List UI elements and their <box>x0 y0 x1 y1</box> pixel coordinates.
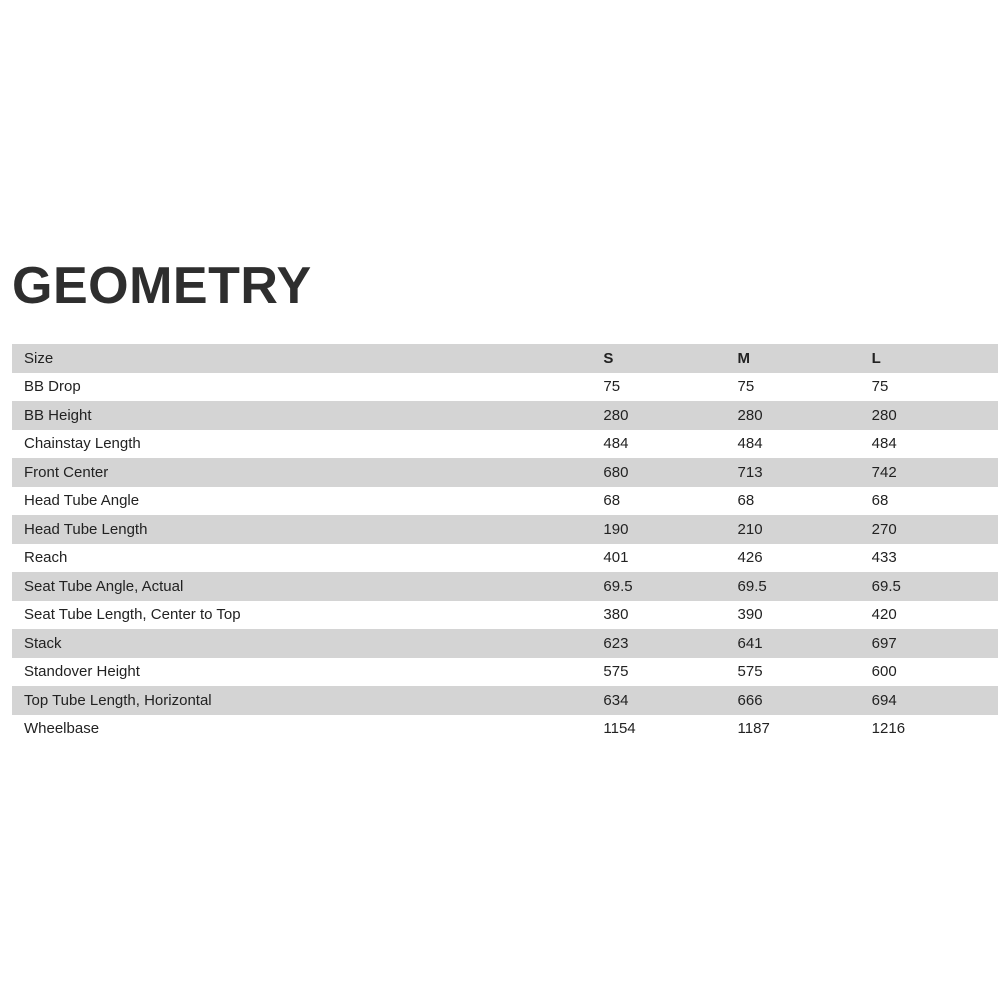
row-label: Stack <box>24 634 62 652</box>
cell-m: 666 <box>737 691 763 709</box>
cell-m: 426 <box>737 549 763 567</box>
cell-m: 75 <box>737 378 755 396</box>
cell-l: 270 <box>871 520 897 538</box>
cell-l: 433 <box>871 549 897 567</box>
cell-s: 68 <box>603 492 621 510</box>
row-label: Wheelbase <box>24 720 100 738</box>
table-row <box>12 544 998 573</box>
cell-l: 69.5 <box>871 577 901 595</box>
cell-m: 390 <box>737 606 763 624</box>
cell-s: 623 <box>603 634 629 652</box>
cell-l: 742 <box>871 463 897 481</box>
row-label: Reach <box>24 549 68 567</box>
cell-m: 280 <box>737 406 763 424</box>
cell-s: 575 <box>603 663 629 681</box>
cell-s: 75 <box>603 378 621 396</box>
table-row <box>12 487 998 516</box>
table-row <box>12 401 998 430</box>
page-title: GEOMETRY <box>12 257 312 315</box>
cell-s: 401 <box>603 549 629 567</box>
header-s: S <box>603 349 614 367</box>
cell-s: 484 <box>603 435 629 453</box>
table-body <box>12 373 998 744</box>
row-label: Top Tube Length, Horizontal <box>24 691 212 709</box>
table-row <box>12 430 998 459</box>
row-label: Chainstay Length <box>24 435 141 453</box>
cell-m: 575 <box>737 663 763 681</box>
cell-s: 1154 <box>603 720 636 738</box>
table-row <box>12 601 998 630</box>
cell-m: 641 <box>737 634 763 652</box>
cell-s: 634 <box>603 691 629 709</box>
table-row <box>12 715 998 744</box>
cell-l: 420 <box>871 606 897 624</box>
table-row <box>12 373 998 402</box>
cell-s: 380 <box>603 606 629 624</box>
row-label: BB Drop <box>24 378 81 396</box>
cell-m: 210 <box>737 520 763 538</box>
row-label: Head Tube Angle <box>24 492 140 510</box>
table-row <box>12 629 998 658</box>
table-header-row <box>12 344 998 373</box>
cell-l: 68 <box>871 492 889 510</box>
cell-l: 75 <box>871 378 889 396</box>
table-row <box>12 572 998 601</box>
cell-s: 69.5 <box>603 577 633 595</box>
cell-l: 280 <box>871 406 897 424</box>
table-row <box>12 458 998 487</box>
row-label: Front Center <box>24 463 109 481</box>
cell-s: 190 <box>603 520 629 538</box>
cell-m: 713 <box>737 463 763 481</box>
cell-m: 69.5 <box>737 577 767 595</box>
cell-s: 680 <box>603 463 629 481</box>
row-label: BB Height <box>24 406 92 424</box>
header-m: M <box>737 349 751 367</box>
row-label: Head Tube Length <box>24 520 148 538</box>
cell-m: 68 <box>737 492 755 510</box>
geometry-table <box>12 344 998 743</box>
table-row <box>12 515 998 544</box>
cell-l: 697 <box>871 634 897 652</box>
cell-m: 484 <box>737 435 763 453</box>
row-label: Standover Height <box>24 663 140 681</box>
header-l: L <box>871 349 881 367</box>
header-size: Size <box>24 349 54 367</box>
cell-l: 1216 <box>871 720 906 738</box>
row-label: Seat Tube Length, Center to Top <box>24 606 241 624</box>
cell-l: 600 <box>871 663 897 681</box>
cell-s: 280 <box>603 406 629 424</box>
cell-l: 484 <box>871 435 897 453</box>
table-row <box>12 658 998 687</box>
cell-m: 1187 <box>737 720 770 738</box>
table-row <box>12 686 998 715</box>
row-label: Seat Tube Angle, Actual <box>24 577 184 595</box>
cell-l: 694 <box>871 691 897 709</box>
